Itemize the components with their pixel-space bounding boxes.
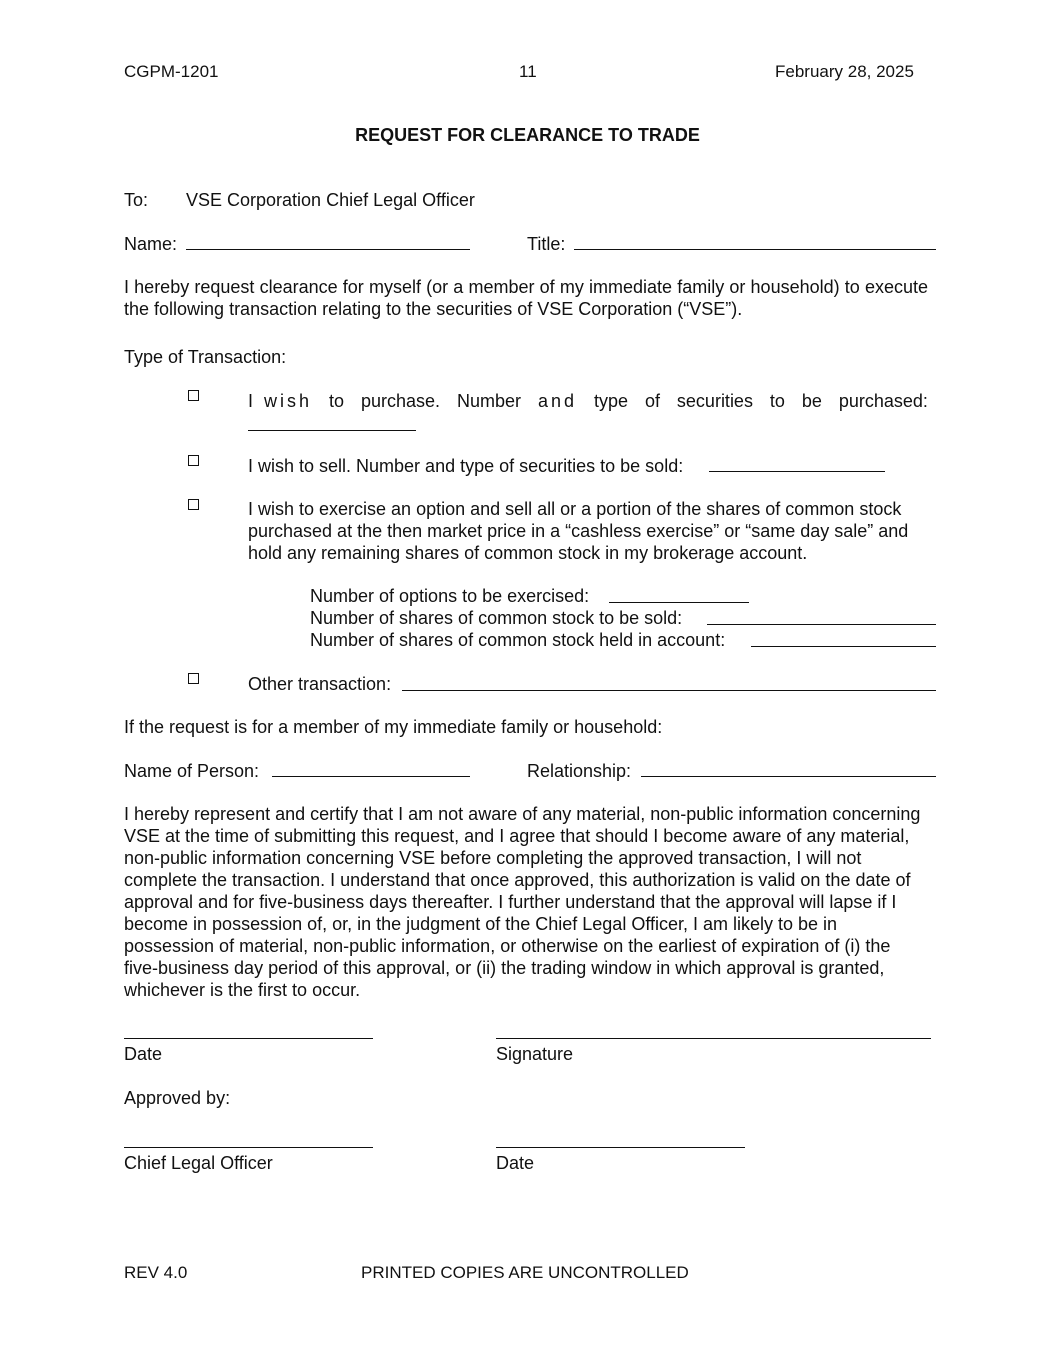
approval-date-label: Date (496, 1153, 535, 1173)
purchase-word: Number (456, 391, 522, 411)
footer-notice: PRINTED COPIES ARE UNCONTROLLED (361, 1263, 689, 1282)
shares-sold-field[interactable] (707, 624, 936, 625)
sell-field[interactable] (709, 471, 885, 472)
purchase-field[interactable] (248, 430, 416, 431)
clo-label: Chief Legal Officer (124, 1153, 273, 1173)
relationship-field[interactable] (641, 776, 936, 777)
clo-signature-line[interactable] (124, 1147, 373, 1148)
intro-paragraph: I hereby request clearance for myself (or a member of my immediate family or household) to execute the following transaction relating to the securities of VSE Corporation (“VSE”). (124, 277, 928, 319)
sell-label: I wish to sell. Number and type of securities to be sold: (248, 456, 684, 476)
header-date: February 28, 2025 (775, 62, 914, 81)
name-of-person-field[interactable] (272, 776, 470, 777)
title-label: Title: (527, 234, 566, 254)
name-label: Name: (124, 234, 178, 254)
date-label: Date (124, 1044, 163, 1064)
purchase-label (248, 390, 928, 412)
other-label: Other transaction: (248, 674, 392, 694)
purchase-word: be (801, 391, 822, 411)
other-field[interactable] (402, 690, 936, 691)
shares-held-label: Number of shares of common stock held in account: (310, 630, 726, 650)
doc-code: CGPM-1201 (124, 62, 219, 81)
purchase-word: I (248, 391, 257, 411)
name-field[interactable] (186, 249, 470, 250)
sell-checkbox[interactable] (188, 455, 199, 466)
exercise-checkbox[interactable] (188, 499, 199, 510)
approved-by-label: Approved by: (124, 1088, 231, 1108)
shares-sold-label: Number of shares of common stock to be sold: (310, 608, 683, 628)
purchase-word: purchase. (360, 391, 441, 411)
title-field[interactable] (574, 249, 936, 250)
options-exercised-label: Number of options to be exercised: (310, 586, 590, 606)
purchase-word: securities (676, 391, 753, 411)
approval-date-line[interactable] (496, 1147, 745, 1148)
page-number: 11 (519, 62, 537, 81)
signature-line[interactable] (496, 1038, 931, 1039)
to-recipient: VSE Corporation Chief Legal Officer (186, 190, 475, 210)
certification-paragraph: I hereby represent and certify that I am not aware of any material, non-public information concerning VSE at the time of submitting this request, and I agree that should I become aware of any material, non-public information concerning VSE before completing the approved transaction, I will not complete the transaction. I understand that once approved, this authorization is valid on the date of approval and for five-business days thereafter. I further understand that the approval will lapse if I become in possession of, or, in the judgment of the Chief Legal Officer, I am likely to be in possession of material, non-public information, or otherwise on the earliest of expiration of (i) the five-business day period of this approval, or (ii) the trading window in which approval is granted, whichever is the first to occur. (124, 804, 921, 1000)
purchase-word: wish (264, 391, 313, 411)
family-heading: If the request is for a member of my immediate family or household: (124, 717, 663, 737)
name-of-person-label: Name of Person: (124, 761, 260, 781)
purchase-word: to (329, 391, 345, 411)
shares-held-field[interactable] (751, 646, 936, 647)
purchase-word: type (593, 391, 628, 411)
type-heading: Type of Transaction: (124, 347, 287, 367)
other-checkbox[interactable] (188, 673, 199, 684)
options-exercised-field[interactable] (609, 602, 749, 603)
form-title: REQUEST FOR CLEARANCE TO TRADE (355, 125, 700, 145)
date-signature-line[interactable] (124, 1038, 373, 1039)
purchase-word: to (769, 391, 785, 411)
purchase-word: of (644, 391, 660, 411)
signature-label: Signature (496, 1044, 574, 1064)
relationship-label: Relationship: (527, 761, 632, 781)
purchase-word: purchased: (838, 391, 928, 411)
to-label: To: (124, 190, 149, 210)
exercise-label: I wish to exercise an option and sell all or a portion of the shares of common stock purchased at the then market price in a “cashless exercise” or “same day sale” and hold any remaining shares of common stock in my brokerage account. (248, 499, 909, 563)
purchase-word: and (537, 391, 578, 411)
purchase-checkbox[interactable] (188, 390, 199, 401)
revision: REV 4.0 (124, 1263, 188, 1282)
